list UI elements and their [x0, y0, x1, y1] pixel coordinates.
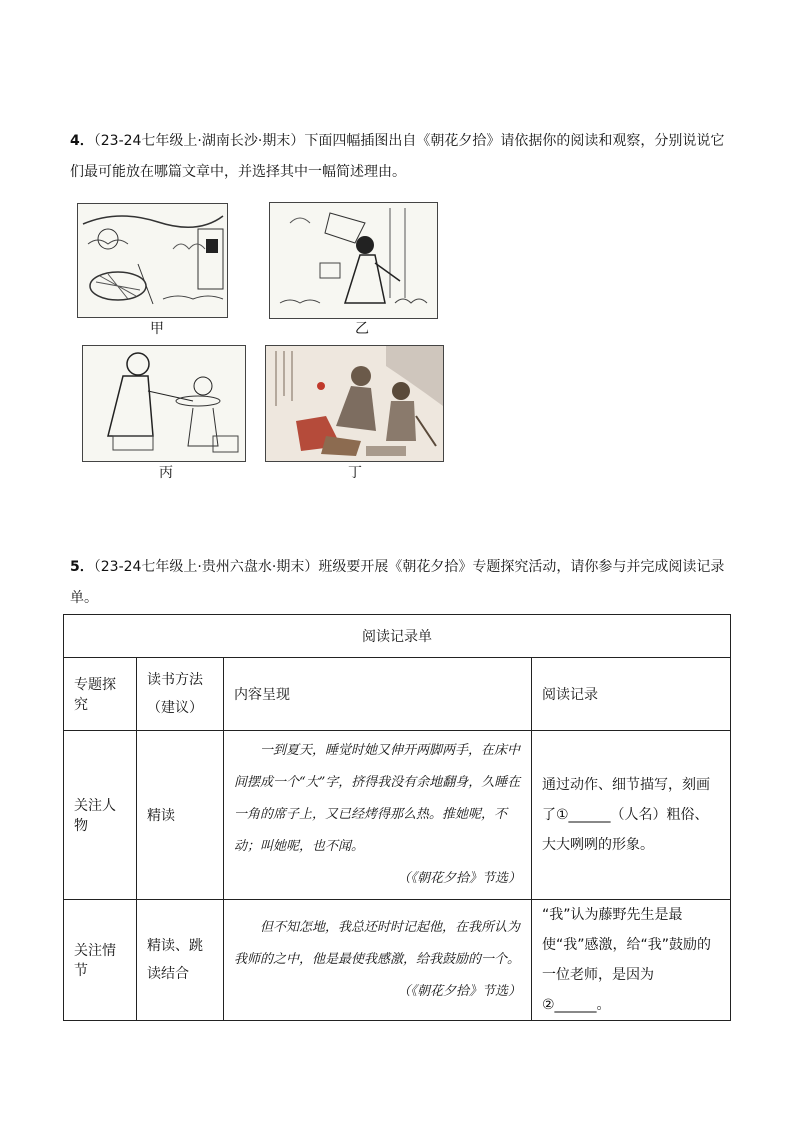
- question-5-number: 5．: [70, 559, 94, 575]
- row2-content-source: （《朝花夕拾》节选）: [397, 984, 521, 999]
- illustration-jia: [77, 203, 228, 318]
- row1-content-text: 一到夏天，睡觉时她又伸开两脚两手，在床中间摆成一个“大”字，挤得我没有余地翻身，久睡在一角的席子上，又已经烤得那么热。推她呢，不动；叫她呢，也不闻。: [234, 743, 521, 854]
- illustration-ding: [265, 345, 444, 462]
- label-ding: 丁: [348, 465, 362, 481]
- row1-content: [234, 735, 521, 895]
- row2-topic: 关注情节: [64, 900, 137, 1021]
- row1-content-cell: [224, 731, 532, 900]
- row2-content-cell: [224, 900, 532, 1021]
- row2-method: 精读、跳读结合: [137, 900, 224, 1021]
- table-header-row: [64, 658, 731, 731]
- illustration-bing: [82, 345, 246, 462]
- question-4: [70, 126, 730, 188]
- row1-method: 精读: [137, 731, 224, 900]
- header-record: 阅读记录: [532, 658, 731, 731]
- question-5-source: （23-24七年级上·贵州六盘水·期末）: [93, 559, 319, 575]
- question-4-text: 下面四幅插图出自《朝花夕拾》请依据你的阅读和观察，分别说说它们最可能放在哪篇文章中，并选择其中一幅简述理由。: [70, 133, 725, 180]
- reading-record-table: [63, 614, 731, 1021]
- question-5-text: 班级要开展《朝花夕拾》专题探究活动，请你参与并完成阅读记录单。: [70, 559, 725, 606]
- table-row: [64, 731, 731, 900]
- row2-content: [234, 912, 521, 1008]
- row2-content-text: 但不知怎地，我总还时时记起他，在我所认为我师的之中，他是最使我感激，给我鼓励的一个。: [234, 920, 521, 967]
- illustration-yi: [269, 202, 438, 319]
- header-content: 内容呈现: [224, 658, 532, 731]
- label-bing: 丙: [159, 465, 173, 481]
- table-title: 阅读记录单: [64, 615, 731, 658]
- question-4-source: （23-24七年级上·湖南长沙·期末）: [93, 133, 305, 149]
- row1-topic: 关注人物: [64, 731, 137, 900]
- label-jia: 甲: [150, 321, 164, 337]
- table-row: [64, 900, 731, 1021]
- row1-record: 通过动作、细节描写，刻画了①______（人名）粗俗、大大咧咧的形象。: [532, 731, 731, 900]
- label-yi: 乙: [355, 321, 369, 337]
- question-5: [70, 552, 730, 614]
- header-method: 读书方法（建议）: [137, 658, 224, 731]
- question-4-number: 4．: [70, 133, 94, 149]
- row2-record: “我”认为藤野先生是最使“我”感激，给“我”鼓励的一位老师，是因为②______。: [532, 900, 731, 1021]
- header-topic: 专题探究: [64, 658, 137, 731]
- row1-content-source: （《朝花夕拾》节选）: [397, 871, 521, 886]
